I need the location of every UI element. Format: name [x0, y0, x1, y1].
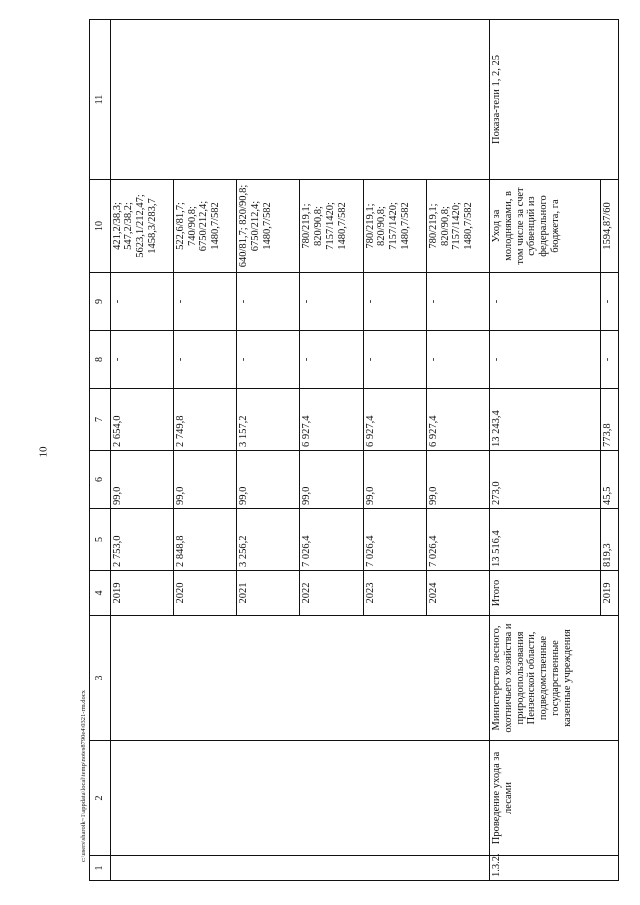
year-cell: 2022: [300, 571, 363, 616]
indicator-cell: 780/219,1; 820/90,8; 7157/1420; 1480,7/582: [300, 180, 363, 273]
column-number-row: [90, 20, 111, 881]
value-cell: 7 026,4: [426, 509, 489, 571]
header-cell: 3: [90, 616, 111, 741]
header-cell: 1: [90, 856, 111, 881]
value-cell: 99,0: [173, 451, 236, 509]
year-cell: 2019: [110, 571, 173, 616]
value-cell: 7 026,4: [300, 509, 363, 571]
header-cell: 7: [90, 389, 111, 451]
value-cell: -: [300, 273, 363, 331]
year-cell: 2023: [363, 571, 426, 616]
value-cell: 6 927,4: [426, 389, 489, 451]
year-cell: 2020: [173, 571, 236, 616]
indicator-cell: 780/219,1; 820/90,8; 7157/1420; 1480,7/582: [363, 180, 426, 273]
activity-name: Проведение ухода за лесами: [490, 741, 619, 856]
empty-cell: [110, 616, 490, 741]
value-cell: -: [173, 273, 236, 331]
value-cell: 13 516,4: [490, 509, 601, 571]
value-cell: -: [601, 331, 619, 389]
table-row: [110, 20, 173, 881]
empty-cell: [110, 856, 490, 881]
total-label: Итого: [490, 571, 601, 616]
value-cell: -: [110, 273, 173, 331]
value-cell: 99,0: [237, 451, 300, 509]
value-cell: -: [601, 273, 619, 331]
indicator-cell: 522,6/81,7; 740/90,8; 6750/212,4; 1480,7/582: [173, 180, 236, 273]
value-cell: 819,3: [601, 509, 619, 571]
value-cell: 3 256,2: [237, 509, 300, 571]
header-cell: 9: [90, 273, 111, 331]
header-cell: 10: [90, 180, 111, 273]
header-cell: 2: [90, 741, 111, 856]
page-number: 10: [37, 446, 50, 458]
budget-table-frame: [89, 20, 619, 881]
value-cell: 6 927,4: [363, 389, 426, 451]
value-cell: -: [173, 331, 236, 389]
value-cell: 7 026,4: [363, 509, 426, 571]
value-cell: 273,0: [490, 451, 601, 509]
value-cell: -: [110, 331, 173, 389]
value-cell: 2 753,0: [110, 509, 173, 571]
budget-table: [89, 19, 619, 881]
value-cell: 2 654,0: [110, 389, 173, 451]
value-cell: -: [237, 331, 300, 389]
indicator-cell: 780/219,1; 820/90,8; 7157/1420; 1480,7/582: [426, 180, 489, 273]
value-cell: 2 749,8: [173, 389, 236, 451]
header-cell: 4: [90, 571, 111, 616]
value-cell: -: [490, 331, 601, 389]
value-cell: 45,5: [601, 451, 619, 509]
empty-cell: [110, 20, 490, 180]
value-cell: -: [363, 331, 426, 389]
year-cell: 2024: [426, 571, 489, 616]
value-cell: -: [363, 273, 426, 331]
indicator-cell: 640/81,7; 820/90,8; 6750/212,4; 1480,7/582: [237, 180, 300, 273]
value-cell: 99,0: [426, 451, 489, 509]
value-cell: -: [300, 331, 363, 389]
section-number: 1.3.2.: [490, 856, 619, 881]
executor-cell: Министерство лесного, охотничьего хозяйства и природопользования Пензенской области, подведомственные государственные казенные учреждения: [490, 616, 619, 741]
value-cell: 13 243,4: [490, 389, 601, 451]
header-cell: 5: [90, 509, 111, 571]
value-cell: -: [490, 273, 601, 331]
indicator-cell: Уход за молодняками, в том числе за счет субвенций из федерального бюджета, га: [490, 180, 601, 273]
indicator-cell: 1594,87/60: [601, 180, 619, 273]
value-cell: -: [237, 273, 300, 331]
year-cell: 2019: [601, 571, 619, 616]
target-indicators: Показа-тели 1, 2, 25: [490, 20, 619, 180]
value-cell: 2 848,8: [173, 509, 236, 571]
value-cell: 6 927,4: [300, 389, 363, 451]
section-row: [490, 20, 601, 881]
value-cell: -: [426, 273, 489, 331]
value-cell: -: [426, 331, 489, 389]
value-cell: 99,0: [363, 451, 426, 509]
header-cell: 8: [90, 331, 111, 389]
value-cell: 773,8: [601, 389, 619, 451]
value-cell: 3 157,2: [237, 389, 300, 451]
value-cell: 99,0: [300, 451, 363, 509]
header-cell: 6: [90, 451, 111, 509]
year-cell: 2021: [237, 571, 300, 616]
value-cell: 99,0: [110, 451, 173, 509]
header-cell: 11: [90, 20, 111, 180]
indicator-cell: 421,2/38,3; 547,2/38,2; 5623,1/212,47; 1458,3/283,7: [110, 180, 173, 273]
empty-cell: [110, 741, 490, 856]
